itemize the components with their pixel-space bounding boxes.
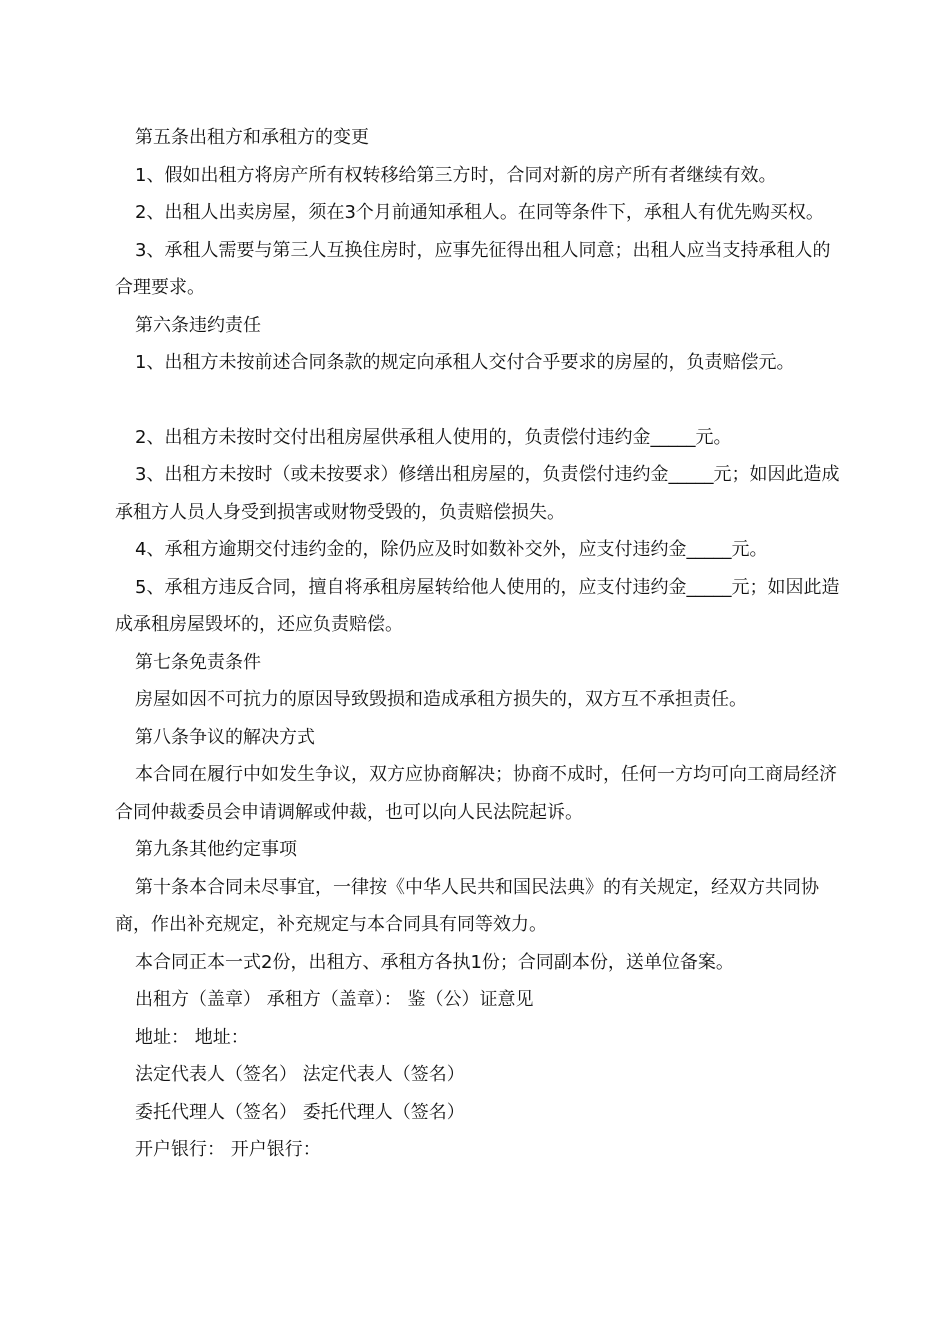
signature-address-line: 地址： 地址： (135, 1026, 249, 1048)
article-5-heading: 第五条出租方和承租方的变更 (135, 127, 369, 148)
article-10-text: 第十条本合同未尽事宜，一律按《中华人民共和国民法典》的有关规定，经双方共同协商，作出补充规定，补充规定与本合同具有同等效力。 (115, 876, 819, 935)
signature-legal-rep-line: 法定代表人（签名） 法定代表人（签名） (135, 1064, 465, 1085)
signature-bank-line: 开户银行： 开户银行： (135, 1139, 321, 1160)
signature-agent-line: 委托代理人（签名） 委托代理人（签名） (135, 1101, 465, 1123)
article-9-heading: 第九条其他约定事项 (135, 839, 297, 860)
blank-line (115, 382, 840, 419)
article-6-heading: 第六条违约责任 (135, 314, 261, 336)
article-7-heading: 第七条免责条件 (135, 651, 261, 673)
article-5-clause-1: 1、假如出租方将房产所有权转移给第三方时，合同对新的房产所有者继续有效。 (135, 164, 777, 186)
article-6-clause-5: 5、承租方违反合同，擅自将承租房屋转给他人使用的，应支付违约金_____元；如因此造成承租房屋毁坏的，还应负责赔偿。 (115, 576, 840, 635)
copies-note: 本合同正本一式2份，出租方、承租方各执1份；合同副本份，送单位备案。 (135, 951, 734, 973)
signature-stamp-line: 出租方（盖章） 承租方（盖章）： 鉴（公）证意见 (135, 989, 534, 1010)
article-6-clause-3: 3、出租方未按时（或未按要求）修缮出租房屋的，负责偿付违约金_____元；如因此造成承租方人员人身受到损害或财物受毁的，负责赔偿损失。 (115, 464, 840, 523)
article-8-text: 本合同在履行中如发生争议，双方应协商解决；协商不成时，任何一方均可向工商局经济合同仲裁委员会申请调解或仲裁，也可以向人民法院起诉。 (115, 764, 837, 823)
document-body (115, 119, 840, 1169)
article-5-clause-3: 3、承租人需要与第三人互换住房时，应事先征得出租人同意；出租人应当支持承租人的合理要求。 (115, 239, 831, 298)
article-8-heading: 第八条争议的解决方式 (135, 726, 315, 748)
article-6-clause-1: 1、出租方未按前述合同条款的规定向承租人交付合乎要求的房屋的，负责赔偿元。 (135, 352, 795, 373)
article-6-clause-2: 2、出租方未按时交付出租房屋供承租人使用的，负责偿付违约金_____元。 (135, 426, 732, 448)
article-7-text: 房屋如因不可抗力的原因导致毁损和造成承租方损失的，双方互不承担责任。 (135, 689, 747, 710)
article-5-clause-2: 2、出租人出卖房屋，须在3个月前通知承租人。在同等条件下，承租人有优先购买权。 (135, 202, 824, 223)
article-6-clause-4: 4、承租方逾期交付违约金的，除仍应及时如数补交外，应支付违约金_____元。 (135, 539, 768, 560)
